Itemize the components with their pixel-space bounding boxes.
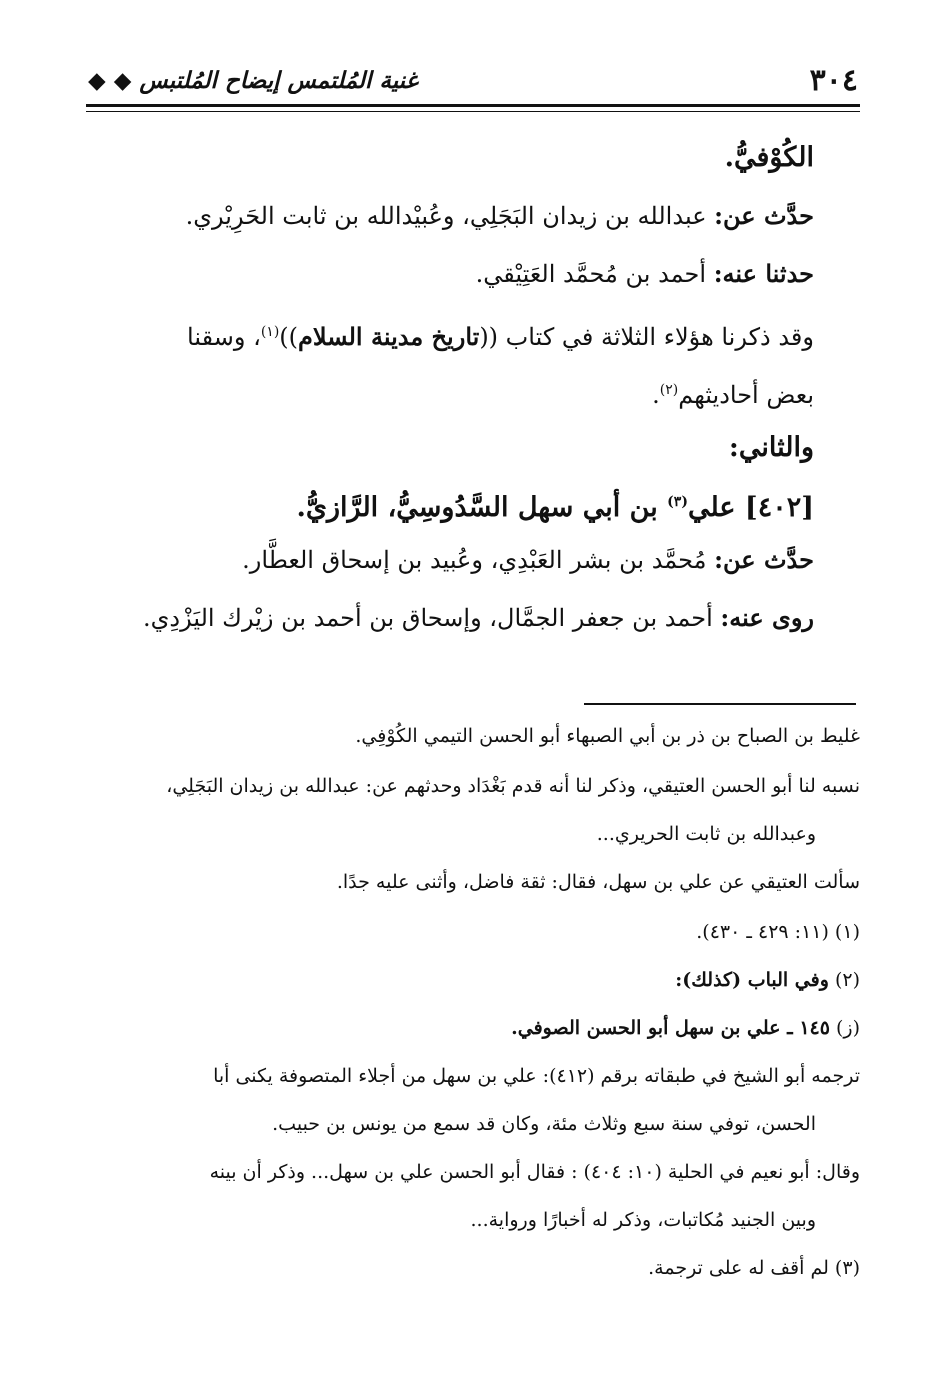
header-rule-thick	[86, 104, 860, 107]
book-mention-line	[187, 314, 814, 355]
footnote-entry-145-title: ١٤٥ ـ علي بن سهل أبو الحسن الصوفي.	[511, 1017, 830, 1039]
narrated-to-us-text: أحمد بن مُحمَّد العَتِيْقي.	[475, 260, 707, 288]
narrated-by-text: أحمد بن جعفر الجمَّال، وإسحاق بن أحمد بن زيْرك اليَزْدِي.	[142, 604, 713, 632]
narrated-from-label-2: حدَّث عن:	[714, 545, 814, 574]
book-quote-close: ))	[279, 323, 299, 351]
header-rule-thin	[86, 111, 860, 112]
footnote-line: وعبدالله بن ثابت الحريري...	[596, 823, 816, 845]
page-number: ٣٠٤	[809, 62, 858, 98]
footnote-line: الحسن، توفي سنة سبع وثلاث مئة، وكان قد سمع من يونس بن حبيب.	[272, 1113, 816, 1135]
footnote-2-text: وفي الباب (كذلك):	[675, 969, 829, 991]
footnote-3: (٣) لم أقف له على ترجمة.	[648, 1257, 860, 1279]
footnote-1: (١) (١١: ٤٢٩ ـ ٤٣٠).	[696, 921, 860, 943]
footnote-line: سألت العتيقي عن علي بن سهل، فقال: ثقة فاضل، وأثنى عليه جدًا.	[336, 871, 860, 893]
page-header	[88, 58, 858, 102]
narrated-from-line-2	[242, 542, 814, 578]
footnote-ref-1: (١)	[260, 324, 280, 340]
footnote-ref-3: (٣)	[667, 494, 688, 510]
running-title	[88, 67, 418, 94]
narrated-by-line	[143, 600, 814, 636]
footnote-separator	[584, 703, 856, 705]
entry-number: [٤٠٢]	[744, 492, 814, 523]
footnote-entry-145	[511, 1012, 860, 1044]
narrated-from-line	[186, 198, 814, 234]
footnote-line: ترجمه أبو الشيخ في طبقاته برقم (٤١٢): علي بن سهل من أجلاء المتصوفة يكنى أبا	[213, 1065, 860, 1087]
footnote-line: غليط بن الصباح بن ذر بن أبي الصبهاء أبو الحسن التيمي الكُوْفِي.	[355, 725, 860, 747]
hadith-text: بعض أحاديثهم	[678, 381, 814, 409]
narrated-by-label: روى عنه:	[720, 603, 814, 632]
narrated-from-label: حدَّث عن:	[714, 201, 814, 230]
footnote-line: وقال: أبو نعيم في الحلية (١٠: ٤٠٤) : فقال أبو الحسن علي بن سهل... وذكر أن بينه	[209, 1161, 860, 1183]
footnote-2	[675, 964, 860, 996]
narrated-from-text: عبدالله بن زيدان البَجَلِي، وعُبيْدالله بن ثابت الحَرِيْري.	[185, 202, 707, 230]
hadith-period: .	[652, 381, 660, 409]
hadith-line	[652, 372, 814, 413]
entry-402-heading	[296, 484, 814, 526]
narrated-to-us-label: حدثنا عنه:	[713, 259, 814, 288]
entry-name-first: علي	[687, 492, 736, 523]
footnote-line: نسبه لنا أبو الحسن العتيقي، وذكر لنا أنه قدم بَغْدَاد وحدثهم عن: عبدالله بن زيدان البَجَلِي،	[166, 775, 860, 797]
narrated-from-text-2: مُحمَّد بن بشر العَبْدِي، وعُبيد بن إسحاق العطَّار.	[242, 546, 707, 574]
book-title: تاريخ مدينة السلام	[298, 322, 480, 351]
entry-nisba: الكُوْفيُّ.	[724, 142, 814, 173]
running-title-text: غنية المُلتمس إيضاح المُلتبس	[139, 66, 418, 94]
footnote-ref-2: (٢)	[659, 382, 679, 398]
book-mention-text: وقد ذكرنا هؤلاء الثلاثة في كتاب ((	[479, 323, 814, 351]
footnote-line: وبين الجنيد مُكاتبات، وذكر له أخبارًا ورواية...	[470, 1209, 816, 1231]
footnote-entry-145-mark: (ز)	[835, 1017, 860, 1039]
footnote-2-num: (٢)	[834, 969, 860, 991]
entry-name-rest: بن أبي سهل السَّدُوسِيُّ، الرَّازيُّ.	[296, 492, 658, 523]
second-heading: والثاني:	[728, 432, 814, 463]
diamond-ornament: ◆ ◆	[88, 66, 132, 94]
narrated-to-us-line	[476, 256, 814, 292]
book-mention-continued: ، وسقنا	[187, 323, 261, 351]
